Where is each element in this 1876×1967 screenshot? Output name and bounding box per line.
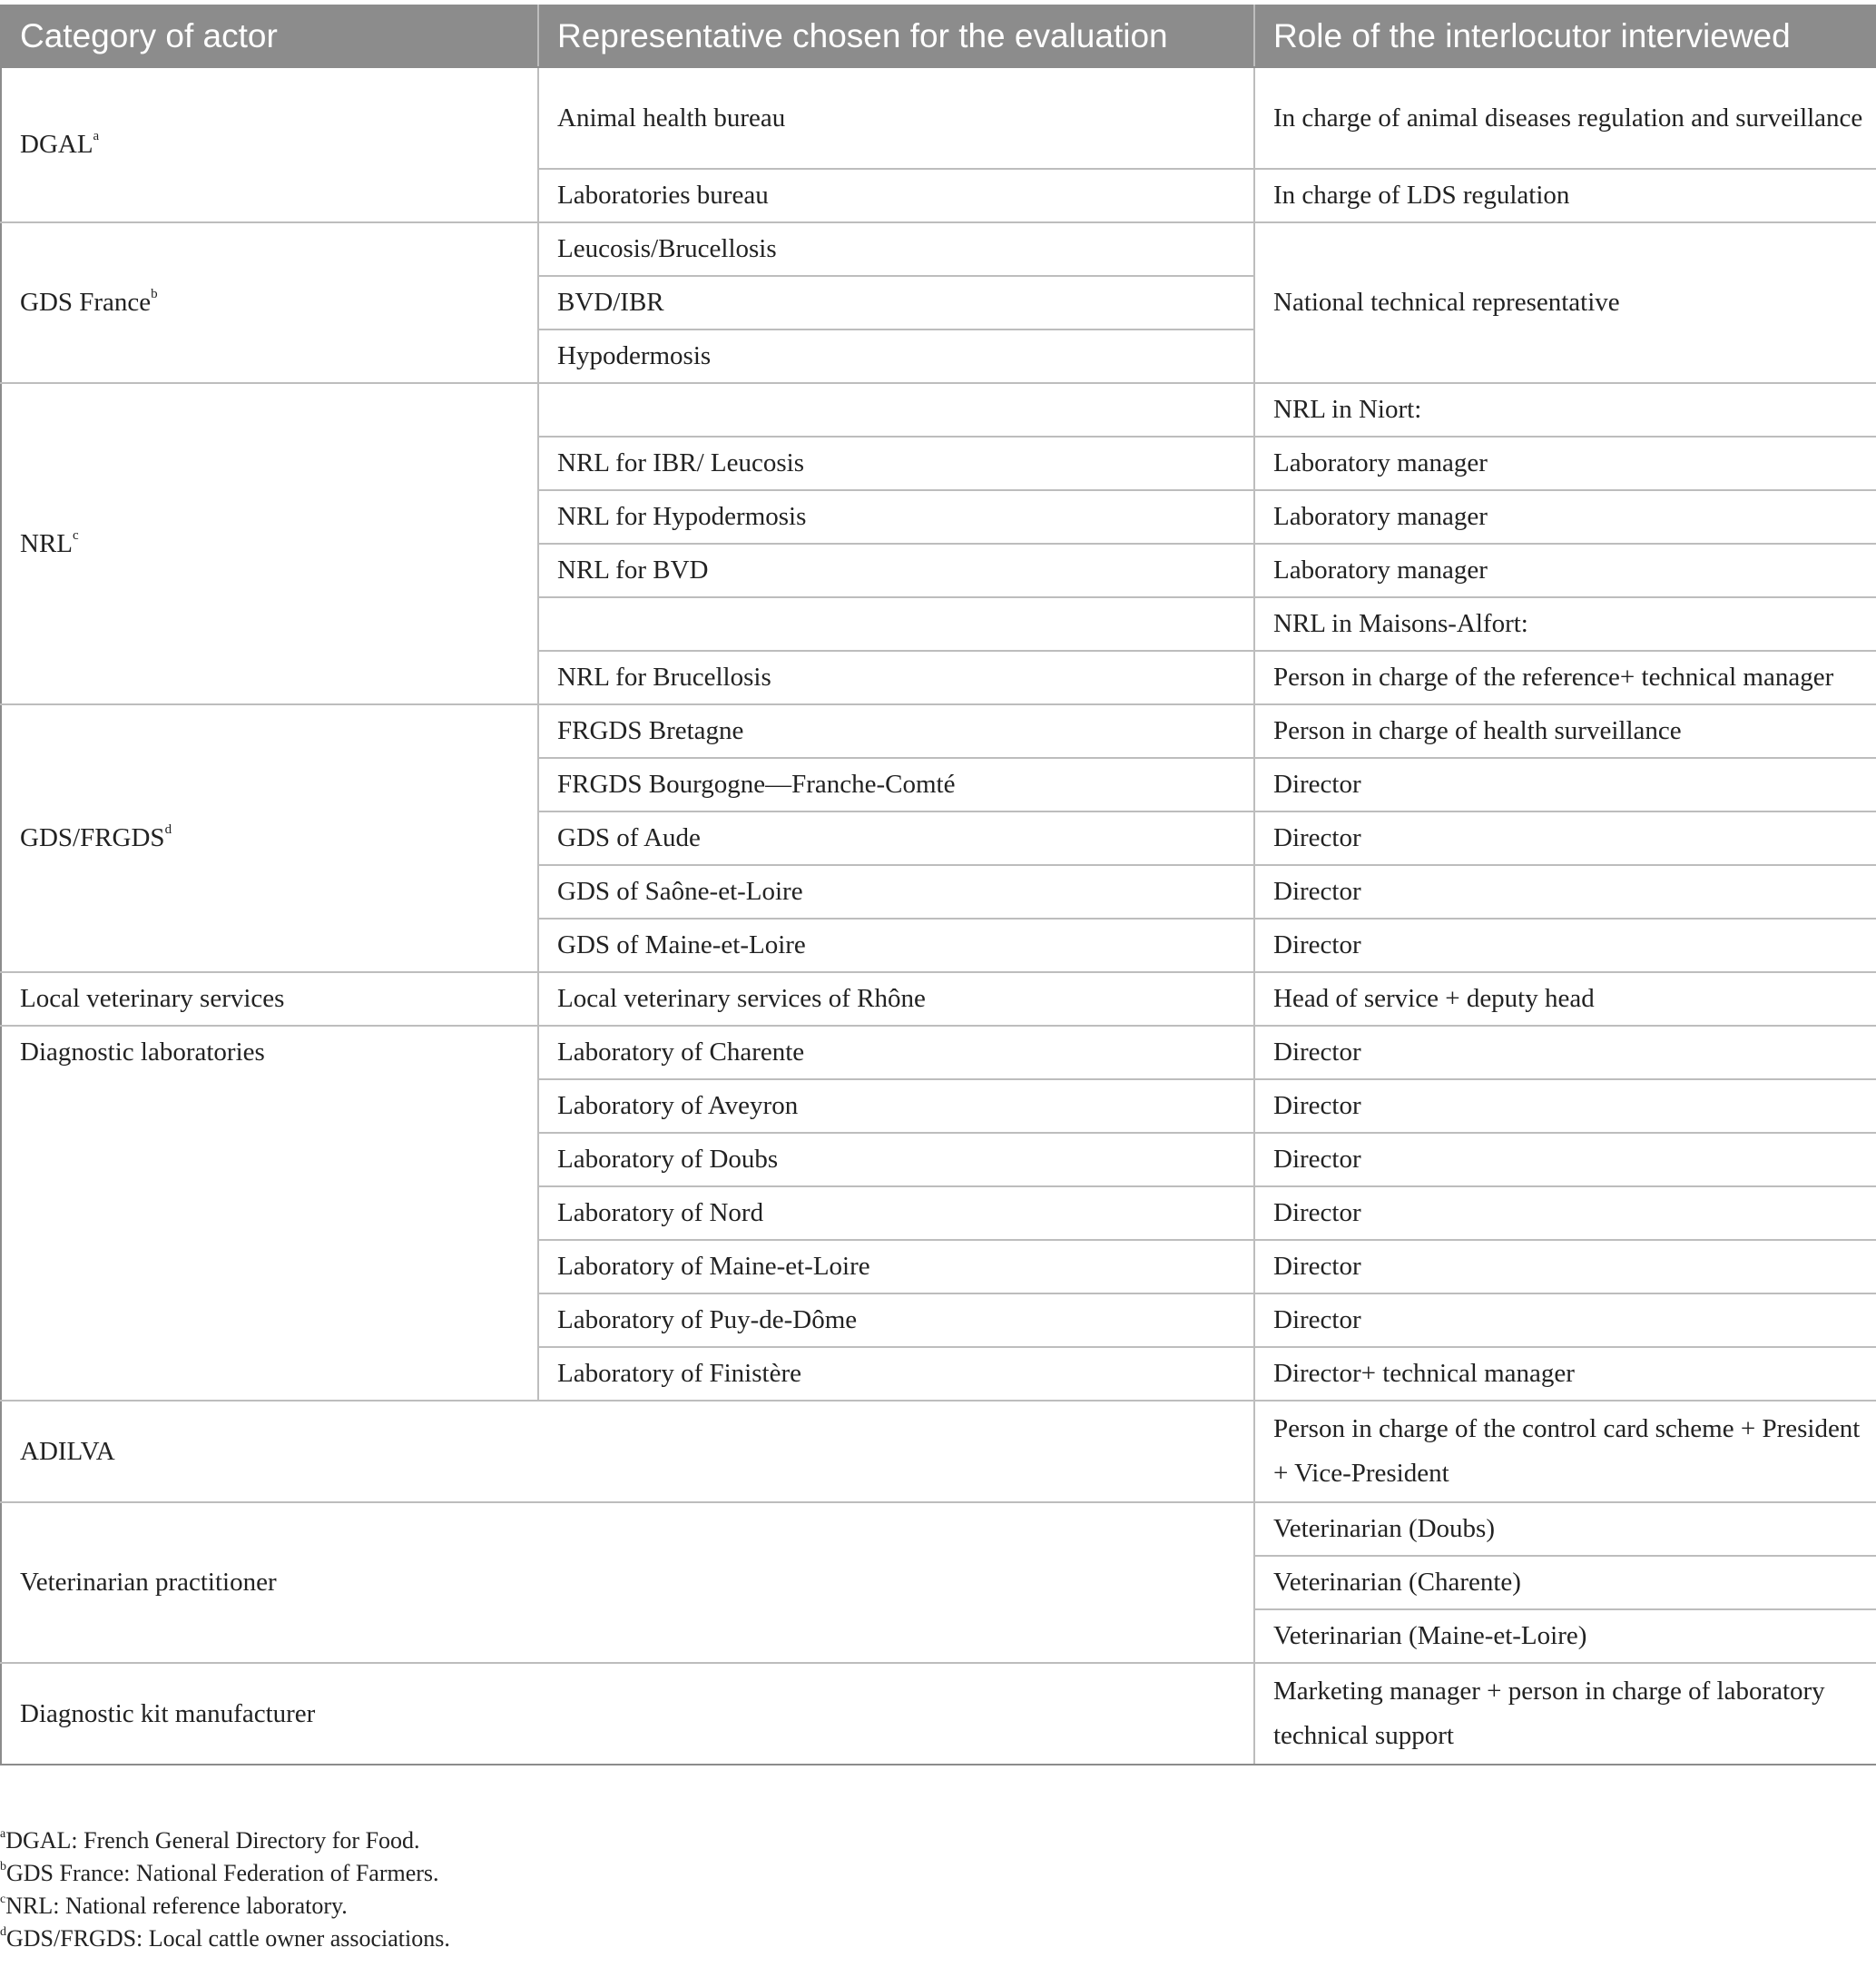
category-cell: [1, 222, 538, 383]
role-cell: Director+ technical manager: [1254, 1347, 1876, 1401]
category-cell: [1, 383, 538, 704]
role-cell: Director: [1254, 1186, 1876, 1240]
role-cell: Director: [1254, 1133, 1876, 1186]
table-row: [1, 1502, 1876, 1556]
footnote-mark: a: [93, 129, 100, 143]
footnote-text: NRL: National reference laboratory.: [5, 1893, 348, 1919]
footnote-text: GDS/FRGDS: Local cattle owner associations.: [6, 1925, 450, 1952]
representative-cell: FRGDS Bretagne: [538, 704, 1254, 758]
representative-cell: BVD/IBR: [538, 276, 1254, 329]
footnote: [0, 1923, 1876, 1955]
role-cell: Director: [1254, 1240, 1876, 1293]
category-cell: [1, 704, 538, 972]
role-cell: In charge of animal diseases regulation and surveillance: [1254, 67, 1876, 169]
table-body: [1, 67, 1876, 1765]
category-cell: Diagnostic laboratories: [1, 1026, 538, 1401]
category-label: GDS/FRGDS: [20, 823, 165, 852]
footnote-mark: a: [0, 1827, 6, 1841]
role-cell: Person in charge of the control card scheme + President + Vice-President: [1254, 1401, 1876, 1502]
representative-cell: GDS of Saône-et-Loire: [538, 865, 1254, 919]
representative-cell: Laboratory of Doubs: [538, 1133, 1254, 1186]
role-cell: Head of service + deputy head: [1254, 972, 1876, 1026]
footnote: [0, 1890, 1876, 1923]
role-cell: Veterinarian (Doubs): [1254, 1502, 1876, 1556]
role-cell: Marketing manager + person in charge of laboratory technical support: [1254, 1663, 1876, 1765]
header-row: [1, 5, 1876, 67]
representative-cell: NRL for Brucellosis: [538, 651, 1254, 704]
category-cell: Diagnostic kit manufacturer: [1, 1663, 1254, 1765]
role-cell: Director: [1254, 1293, 1876, 1347]
representative-cell: FRGDS Bourgogne—Franche-Comté: [538, 758, 1254, 811]
footnote: [0, 1857, 1876, 1890]
representative-cell: NRL for IBR/ Leucosis: [538, 437, 1254, 490]
footnote-text: GDS France: National Federation of Farmers.: [6, 1860, 439, 1886]
table-header: [1, 5, 1876, 67]
representative-cell: NRL for Hypodermosis: [538, 490, 1254, 544]
footnote-mark: c: [0, 1893, 6, 1906]
role-cell: NRL in Maisons-Alfort:: [1254, 597, 1876, 651]
role-cell: Laboratory manager: [1254, 437, 1876, 490]
table-footnotes: [0, 1824, 1876, 1955]
role-cell: Director: [1254, 865, 1876, 919]
table-row: [1, 1401, 1876, 1502]
header-representative: Representative chosen for the evaluation: [538, 5, 1254, 67]
table-row: [1, 67, 1876, 169]
role-cell: Laboratory manager: [1254, 490, 1876, 544]
representative-cell: Animal health bureau: [538, 67, 1254, 169]
footnote: [0, 1824, 1876, 1857]
role-cell: Laboratory manager: [1254, 544, 1876, 597]
footnote-mark: b: [151, 287, 158, 301]
table-row: [1, 704, 1876, 758]
representative-cell: [538, 383, 1254, 437]
representative-cell: Laboratory of Charente: [538, 1026, 1254, 1079]
representative-cell: Laboratory of Puy-de-Dôme: [538, 1293, 1254, 1347]
role-cell: Director: [1254, 1079, 1876, 1133]
footnote-text: DGAL: French General Directory for Food.: [5, 1827, 420, 1854]
representative-cell: GDS of Maine-et-Loire: [538, 919, 1254, 972]
representative-cell: GDS of Aude: [538, 811, 1254, 865]
representative-cell: Laboratory of Maine-et-Loire: [538, 1240, 1254, 1293]
category-cell: Local veterinary services: [1, 972, 538, 1026]
representative-cell: Hypodermosis: [538, 329, 1254, 383]
role-cell: Director: [1254, 919, 1876, 972]
actors-table: [0, 5, 1876, 1765]
role-cell: Veterinarian (Maine-et-Loire): [1254, 1609, 1876, 1663]
category-cell: Veterinarian practitioner: [1, 1502, 1254, 1663]
role-cell: Director: [1254, 811, 1876, 865]
role-cell: Person in charge of the reference+ technical manager: [1254, 651, 1876, 704]
footnote-mark: d: [0, 1925, 6, 1939]
table-row: [1, 1026, 1876, 1079]
representative-cell: Laboratory of Nord: [538, 1186, 1254, 1240]
representative-cell: Laboratory of Aveyron: [538, 1079, 1254, 1133]
category-label: GDS France: [20, 288, 152, 317]
category-label: DGAL: [20, 130, 93, 159]
header-category: Category of actor: [1, 5, 538, 67]
footnote-mark: d: [164, 822, 172, 837]
representative-cell: Leucosis/Brucellosis: [538, 222, 1254, 276]
role-cell: Veterinarian (Charente): [1254, 1556, 1876, 1609]
category-label: NRL: [20, 528, 73, 558]
representative-cell: Local veterinary services of Rhône: [538, 972, 1254, 1026]
category-cell: [1, 67, 538, 222]
representative-cell: [538, 597, 1254, 651]
table-row: [1, 383, 1876, 437]
role-cell: Director: [1254, 1026, 1876, 1079]
representative-cell: Laboratories bureau: [538, 169, 1254, 222]
table-row: [1, 222, 1876, 276]
representative-cell: Laboratory of Finistère: [538, 1347, 1254, 1401]
role-cell: Director: [1254, 758, 1876, 811]
role-cell: NRL in Niort:: [1254, 383, 1876, 437]
representative-cell: NRL for BVD: [538, 544, 1254, 597]
footnote-mark: c: [73, 527, 79, 543]
table-row: [1, 1663, 1876, 1765]
role-cell: In charge of LDS regulation: [1254, 169, 1876, 222]
role-cell: National technical representative: [1254, 222, 1876, 383]
header-role: Role of the interlocutor interviewed: [1254, 5, 1876, 67]
table-row: [1, 972, 1876, 1026]
footnote-mark: b: [0, 1860, 6, 1874]
role-cell: Person in charge of health surveillance: [1254, 704, 1876, 758]
category-cell: ADILVA: [1, 1401, 1254, 1502]
